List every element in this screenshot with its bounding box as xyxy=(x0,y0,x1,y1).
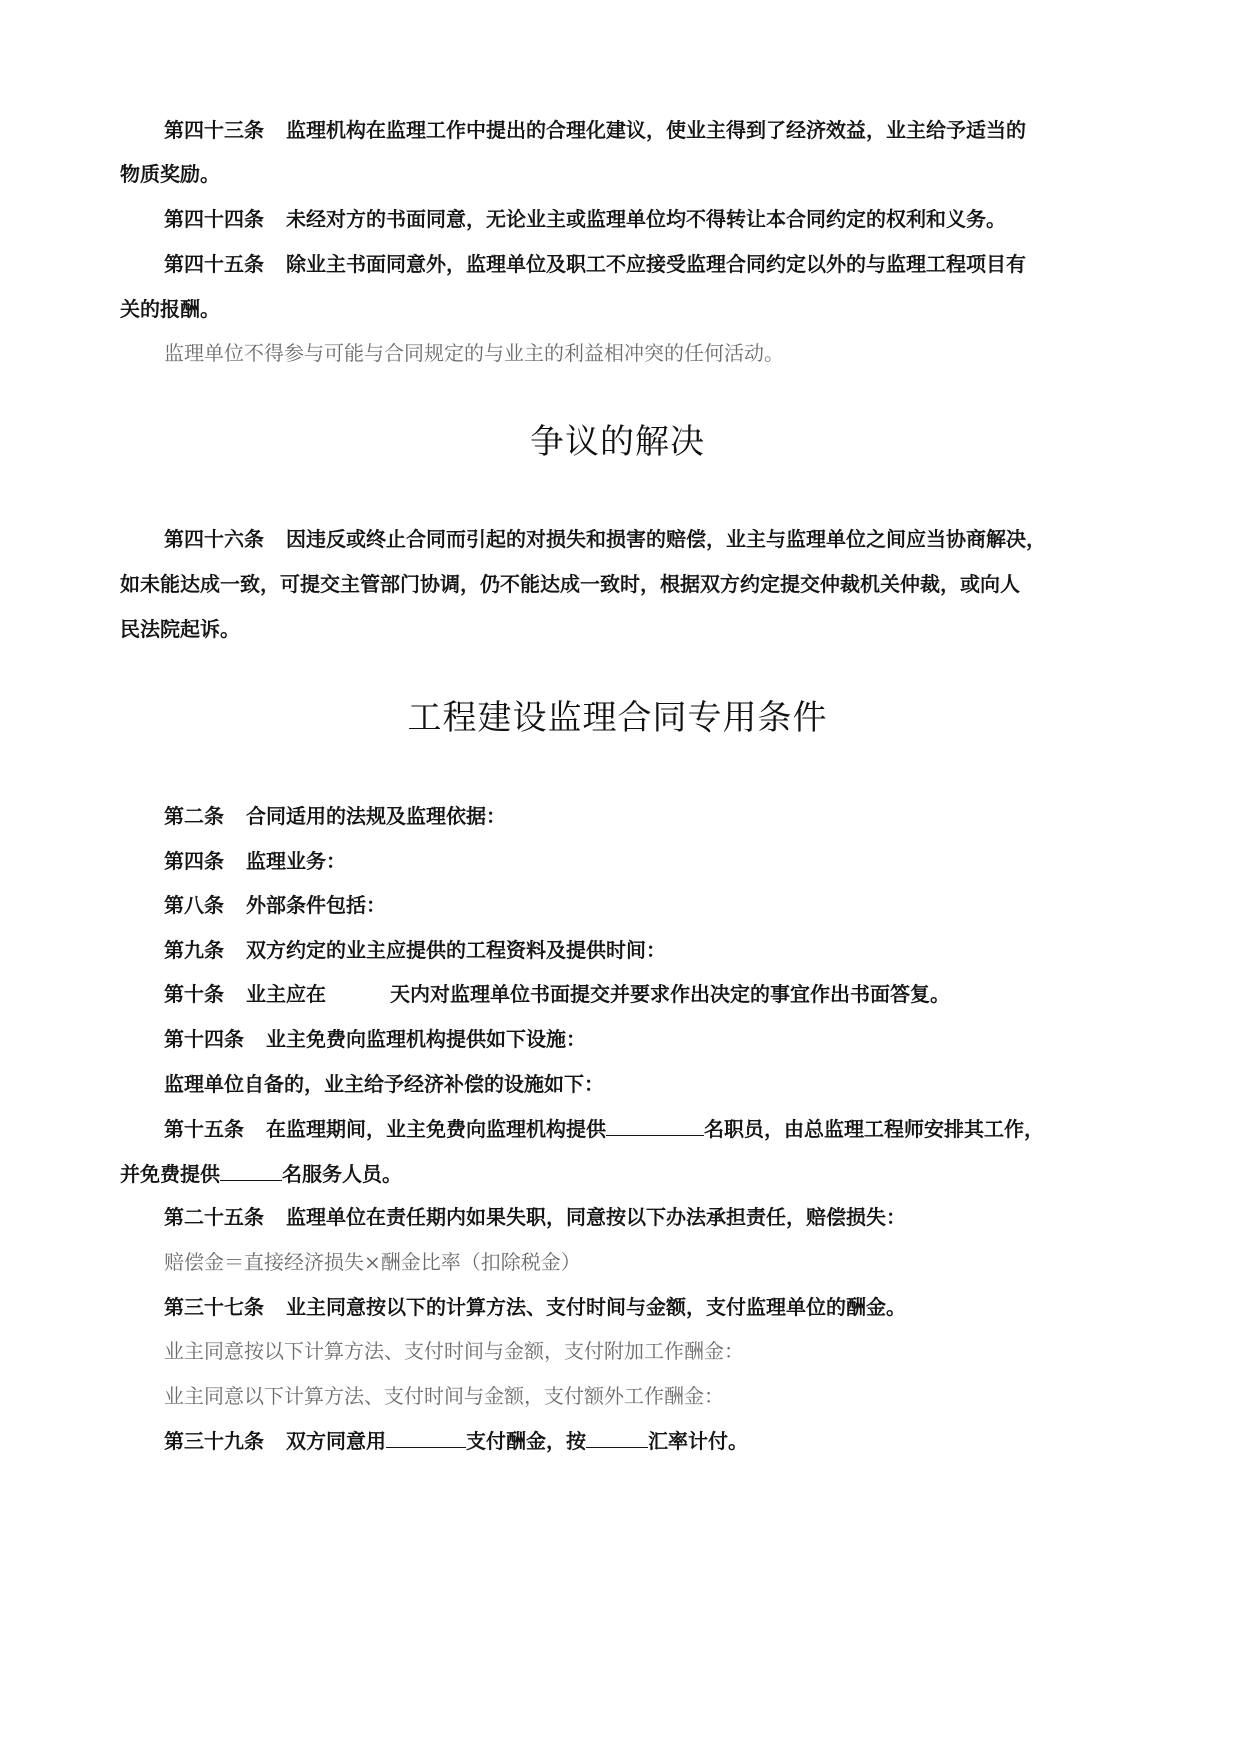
article-25-line xyxy=(164,1204,1164,1230)
article-8-line xyxy=(164,892,1164,918)
article-45-line-1 xyxy=(164,251,1164,277)
article-45-note: 监理单位不得参与可能与合同规定的与业主的利益相冲突的任何活动。 xyxy=(164,341,784,365)
article-43-line-2: 物质奖励。 xyxy=(120,162,220,186)
article-37-note-extra: 业主同意以下计算方法、支付时间与金额，支付额外工作酬金： xyxy=(164,1384,724,1408)
article-46-text: 因违反或终止合同而引起的对损失和损害的赔偿，业主与监理单位之间应当协商解决， xyxy=(286,527,1046,551)
article-15-staff-blank xyxy=(606,1115,704,1136)
article-39-label: 第三十九条 xyxy=(164,1429,264,1453)
article-15-text-b: 名职员，由总监理工程师安排其工作， xyxy=(704,1117,1044,1141)
article-15-line-2 xyxy=(120,1160,1120,1187)
article-37-label: 第三十七条 xyxy=(164,1295,264,1319)
article-15-text-c: 并免费提供 xyxy=(120,1162,220,1186)
article-44-line xyxy=(164,206,1164,232)
article-14-note: 监理单位自备的，业主给予经济补偿的设施如下： xyxy=(164,1072,604,1096)
article-8-label: 第八条 xyxy=(164,893,224,917)
article-10-text-a: 业主应在 xyxy=(246,982,326,1006)
article-25-text: 监理单位在责任期内如果失职，同意按以下办法承担责任，赔偿损失： xyxy=(286,1205,906,1229)
article-39-line xyxy=(164,1427,1164,1454)
article-37-text: 业主同意按以下的计算方法、支付时间与金额，支付监理单位的酬金。 xyxy=(286,1295,906,1319)
article-15-text-a: 在监理期间，业主免费向监理机构提供 xyxy=(266,1117,606,1141)
article-45-text: 除业主书面同意外，监理单位及职工不应接受监理合同约定以外的与监理工程项目有 xyxy=(286,252,1026,276)
article-46-line-2: 如未能达成一致，可提交主管部门协调，仍不能达成一致时，根据双方约定提交仲裁机关仲裁，或向人 xyxy=(120,572,1020,596)
article-2-text: 合同适用的法规及监理依据： xyxy=(246,804,506,828)
article-9-line xyxy=(164,937,1164,963)
article-4-line xyxy=(164,848,1164,874)
article-8-text: 外部条件包括： xyxy=(246,893,386,917)
article-14-text: 业主免费向监理机构提供如下设施： xyxy=(266,1027,586,1051)
article-4-label: 第四条 xyxy=(164,849,224,873)
article-2-line xyxy=(164,803,1164,829)
article-4-text: 监理业务： xyxy=(246,849,346,873)
article-15-service-blank xyxy=(220,1160,282,1181)
article-2-label: 第二条 xyxy=(164,804,224,828)
article-43-text: 监理机构在监理工作中提出的合理化建议，使业主得到了经济效益，业主给予适当的 xyxy=(286,118,1026,142)
article-9-label: 第九条 xyxy=(164,938,224,962)
article-39-currency-blank xyxy=(386,1427,466,1448)
article-43-line-1 xyxy=(164,117,1164,143)
article-25-formula: 赔偿金＝直接经济损失×酬金比率（扣除税金） xyxy=(164,1250,581,1274)
article-37-note-additional: 业主同意按以下计算方法、支付时间与金额，支付附加工作酬金： xyxy=(164,1339,744,1363)
article-46-line-3: 民法院起诉。 xyxy=(120,617,240,641)
article-45-line-2: 关的报酬。 xyxy=(120,297,220,321)
article-46-label: 第四十六条 xyxy=(164,527,264,551)
article-9-text: 双方约定的业主应提供的工程资料及提供时间： xyxy=(246,938,666,962)
article-25-label: 第二十五条 xyxy=(164,1205,264,1229)
article-39-rate-blank xyxy=(586,1427,648,1448)
article-39-text-b: 支付酬金，按 xyxy=(466,1429,586,1453)
article-44-label: 第四十四条 xyxy=(164,207,264,231)
article-10-text-b: 天内对监理单位书面提交并要求作出决定的事宜作出书面答复。 xyxy=(390,982,950,1006)
article-10-label: 第十条 xyxy=(164,982,224,1006)
article-14-line xyxy=(164,1026,1164,1052)
article-44-text: 未经对方的书面同意，无论业主或监理单位均不得转让本合同约定的权利和义务。 xyxy=(286,207,1006,231)
article-15-label: 第十五条 xyxy=(164,1117,244,1141)
article-46-line-1 xyxy=(164,526,1164,552)
heading-special-conditions: 工程建设监理合同专用条件 xyxy=(407,698,828,738)
article-14-label: 第十四条 xyxy=(164,1027,244,1051)
article-43-label: 第四十三条 xyxy=(164,118,264,142)
article-39-text-a: 双方同意用 xyxy=(286,1429,386,1453)
article-15-text-d: 名服务人员。 xyxy=(282,1162,402,1186)
article-15-line-1 xyxy=(164,1115,1164,1142)
article-10-line xyxy=(164,981,1164,1007)
article-45-label: 第四十五条 xyxy=(164,252,264,276)
heading-dispute-resolution: 争议的解决 xyxy=(530,422,705,462)
article-39-text-c: 汇率计付。 xyxy=(648,1429,748,1453)
article-37-line xyxy=(164,1294,1164,1320)
